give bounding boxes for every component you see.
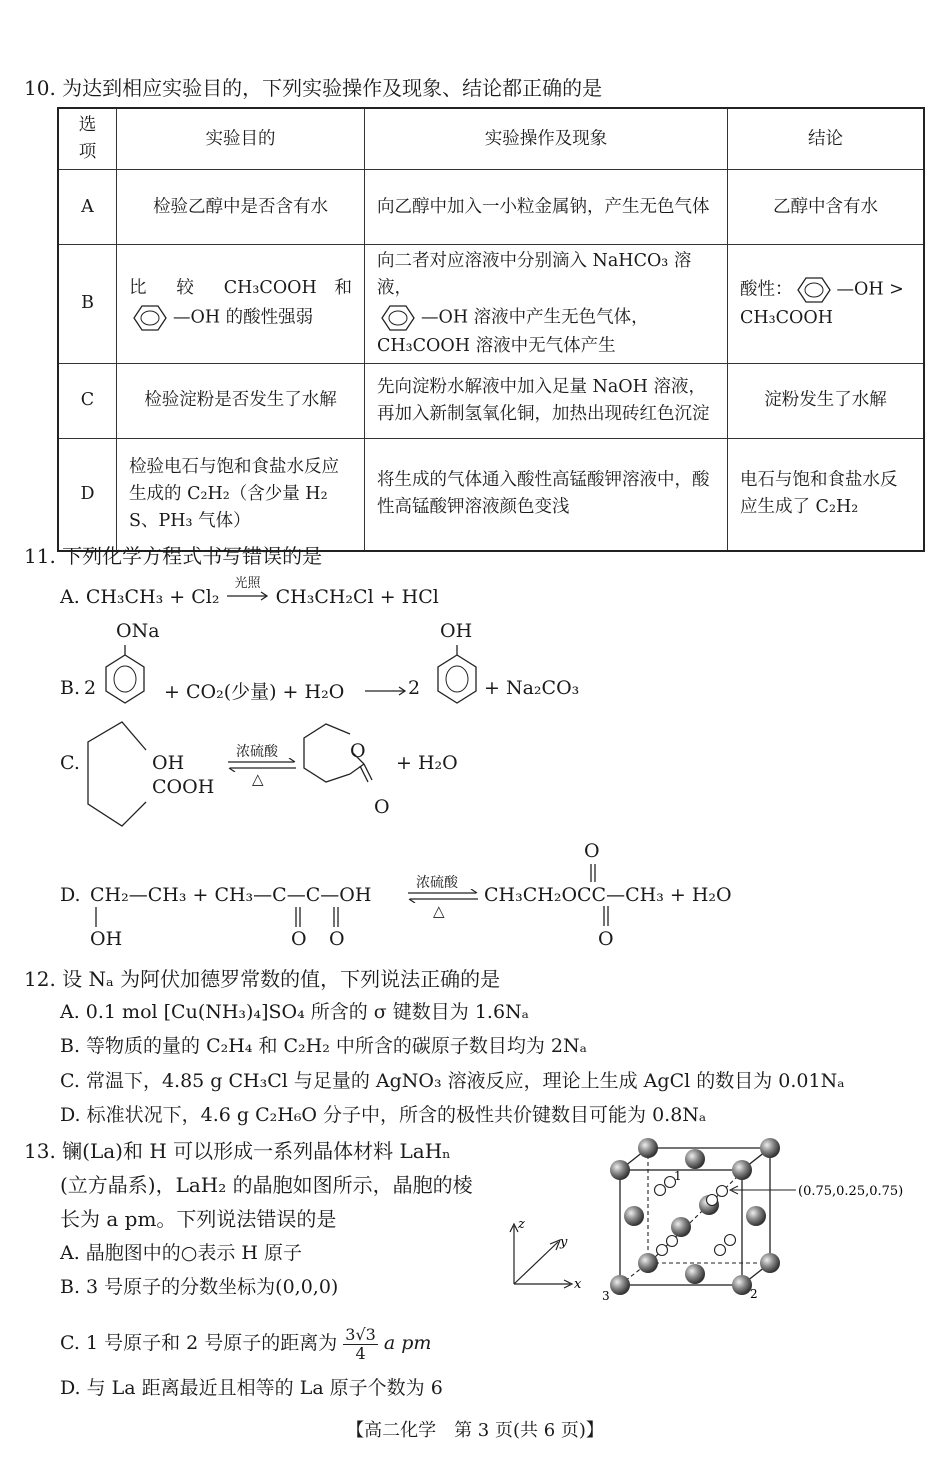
row-a-conclusion: 乙醇中含有水 xyxy=(728,170,925,245)
q11-d-right: CH₃CH₂OCC—CH₃ + H₂O xyxy=(484,884,732,906)
page-footer: 【高二化学 第 3 页(共 6 页)】 xyxy=(346,1420,604,1441)
table-row xyxy=(58,438,924,551)
atom-3-label: 3 xyxy=(602,1289,610,1303)
benzene-ring-icon xyxy=(100,645,150,707)
q11-d-left: CH₂—CH₃ + CH₃—C—C—OH xyxy=(90,884,372,906)
q11-d-cond-bot: △ xyxy=(433,902,445,920)
equilibrium-arrow-icon xyxy=(406,889,480,903)
row-c-opt: C xyxy=(58,363,117,438)
q12-stem: 12. 设 Nₐ 为阿伏加德罗常数的值，下列说法正确的是 xyxy=(24,967,501,991)
q13-c-fraction xyxy=(343,1326,378,1362)
crystal-cell-figure xyxy=(500,1130,940,1310)
benzene-ring-icon xyxy=(377,303,421,333)
q11-b-sub2: OH xyxy=(440,620,473,642)
benzene-ring-icon xyxy=(432,645,482,707)
row-a-purpose: 检验乙醇中是否含有水 xyxy=(117,170,365,245)
q11-d-o2: O xyxy=(329,928,345,950)
q11-c-right: + H₂O xyxy=(396,752,458,774)
row-c-purpose: 检验淀粉是否发生了水解 xyxy=(117,363,365,438)
q12-option-d: D. 标准状况下，4.6 g C₂H₆O 分子中，所含的极性共价键数目可能为 0.8Nₐ xyxy=(60,1104,707,1126)
q11-b-coef2: 2 xyxy=(408,677,421,699)
q11-b-right: + Na₂CO₃ xyxy=(484,677,580,699)
table-row xyxy=(58,363,924,438)
q11-d-cond-top: 浓硫酸 xyxy=(416,875,458,891)
right-arrow-icon xyxy=(364,684,408,698)
benzene-ring-icon xyxy=(129,303,173,333)
coord-label: (0.75,0.25,0.75) xyxy=(798,1184,904,1199)
q11-d-o1: O xyxy=(291,928,307,950)
benzene-ring-icon xyxy=(793,275,837,305)
q11-a-right: CH₃CH₂Cl + HCl xyxy=(275,586,439,608)
row-c-operation: 先向淀粉水解液中加入足量 NaOH 溶液，再加入新制氢氧化铜，加热出现砖红色沉淀 xyxy=(365,363,728,438)
q11-b-label: B. xyxy=(60,677,81,699)
right-arrow-icon xyxy=(226,589,270,603)
axis-x-label: x xyxy=(574,1277,582,1292)
q13-option-c xyxy=(60,1326,431,1362)
la-atoms xyxy=(610,1138,780,1295)
q11-c-cond-top: 浓硫酸 xyxy=(236,744,278,760)
q13-option-a: A. 晶胞图中的○表示 H 原子 xyxy=(60,1242,303,1264)
table-row xyxy=(58,245,924,363)
q11-b-sub1: ONa xyxy=(116,620,160,642)
row-b-operation xyxy=(365,245,728,363)
q11-c-cooh: COOH xyxy=(152,776,215,798)
q11-c-label: C. xyxy=(60,752,80,774)
bond-lines xyxy=(90,905,350,931)
row-a-opt: A xyxy=(58,170,117,245)
q12-option-c: C. 常温下，4.85 g CH₃Cl 与足量的 AgNO₃ 溶液反应，理论上生成 AgCl 的数目为 0.01Nₐ xyxy=(60,1070,845,1092)
q12-option-b: B. 等物质的量的 C₂H₄ 和 C₂H₂ 中所含的碳原子数目均为 2Nₐ xyxy=(60,1035,587,1057)
open-chain-structure xyxy=(82,718,152,830)
q11-c-carbonyl-o: O xyxy=(374,796,390,818)
q13-c-den: 4 xyxy=(355,1343,366,1363)
q13-option-b: B. 3 号原子的分数坐标为(0,0,0) xyxy=(60,1276,339,1298)
q11-c-oh: OH xyxy=(152,752,185,774)
q13-stem-3: 长为 a pm。下列说法错误的是 xyxy=(60,1207,337,1231)
axis-y-label: y xyxy=(560,1235,568,1250)
axes-icon xyxy=(510,1224,572,1288)
atom-1-label: 1 xyxy=(674,1169,682,1183)
q13-c-text: C. 1 号原子和 2 号原子的距离为 xyxy=(60,1332,338,1355)
row-a-operation: 向乙醇中加入一小粒金属钠，产生无色气体 xyxy=(365,170,728,245)
col-header-purpose: 实验目的 xyxy=(117,108,365,170)
axis-z-label: z xyxy=(518,1217,525,1232)
q11-a-arrow xyxy=(226,576,270,608)
q11-c-ring-o: O xyxy=(350,740,366,762)
row-b-purpose-b: —OH 的酸性强弱 xyxy=(173,307,314,327)
q11-stem: 11. 下列化学方程式书写错误的是 xyxy=(24,544,323,568)
q11-d-label: D. xyxy=(60,884,81,906)
q11-d-o-bot: O xyxy=(598,928,614,950)
row-b-purpose-a: 比 较 CH₃COOH 和 xyxy=(129,278,352,299)
q11-option-a xyxy=(60,576,439,608)
h-atoms xyxy=(655,1177,736,1256)
col-header-conclusion: 结论 xyxy=(728,108,925,170)
row-c-conclusion: 淀粉发生了水解 xyxy=(728,363,925,438)
q13-stem-2: (立方晶系)，LaH₂ 的晶胞如图所示，晶胞的棱 xyxy=(60,1173,473,1197)
row-b-op-b-line xyxy=(377,303,715,333)
table-row xyxy=(58,170,924,245)
row-b-op-c: CH₃COOH 溶液中无气体产生 xyxy=(377,335,616,356)
q11-a-label: A. xyxy=(60,586,80,608)
row-b-conclusion xyxy=(728,245,925,363)
col-header-option: 选项 xyxy=(58,108,117,170)
col-header-operation: 实验操作及现象 xyxy=(365,108,728,170)
row-b-concl-line xyxy=(740,275,911,305)
q11-c-cond-bot: △ xyxy=(252,770,264,788)
q10-table xyxy=(57,107,925,552)
row-d-purpose: 检验电石与饱和食盐水反应生成的 C₂H₂（含少量 H₂S、PH₃ 气体） xyxy=(117,438,365,551)
row-b-concl-b: —OH > xyxy=(836,279,904,300)
q13-c-num: 3√3 xyxy=(345,1325,376,1344)
q13-stem-1: 13. 镧(La)和 H 可以形成一系列晶体材料 LaHₙ xyxy=(24,1139,451,1163)
q10-stem: 10. 为达到相应实验目的，下列实验操作及现象、结论都正确的是 xyxy=(24,76,603,100)
q13-option-d: D. 与 La 距离最近且相等的 La 原子个数为 6 xyxy=(60,1377,443,1399)
q13-c-tail: a pm xyxy=(383,1332,432,1355)
q11-a-cond: 光照 xyxy=(234,576,261,591)
row-b-op-a: 向二者对应溶液中分别滴入 NaHCO₃ 溶液， xyxy=(377,251,692,299)
row-b-concl-a: 酸性： xyxy=(740,279,793,300)
row-b-purpose-b-line xyxy=(129,303,352,333)
q11-b-coef1: 2 xyxy=(84,677,97,699)
atom-2-label: 2 xyxy=(750,1287,758,1301)
table-header-row xyxy=(58,108,924,170)
row-d-operation: 将生成的气体通入酸性高锰酸钾溶液中，酸性高锰酸钾溶液颜色变浅 xyxy=(365,438,728,551)
q12-option-a: A. 0.1 mol [Cu(NH₃)₄]SO₄ 所含的 σ 键数目为 1.6Nₐ xyxy=(60,1001,529,1023)
row-b-purpose xyxy=(117,245,365,363)
row-d-conclusion: 电石与饱和食盐水反应生成了 C₂H₂ xyxy=(728,438,925,551)
q11-a-left: CH₃CH₃ + Cl₂ xyxy=(85,586,220,608)
q11-d-oh: OH xyxy=(90,928,123,950)
row-b-op-b: —OH 溶液中产生无色气体， xyxy=(421,307,649,327)
row-b-concl-c: CH₃COOH xyxy=(740,308,834,329)
row-d-opt: D xyxy=(58,438,117,551)
row-b-opt: B xyxy=(58,245,117,363)
q11-b-mid: + CO₂(少量) + H₂O xyxy=(164,681,345,703)
q11-d-o-top: O xyxy=(584,840,600,862)
